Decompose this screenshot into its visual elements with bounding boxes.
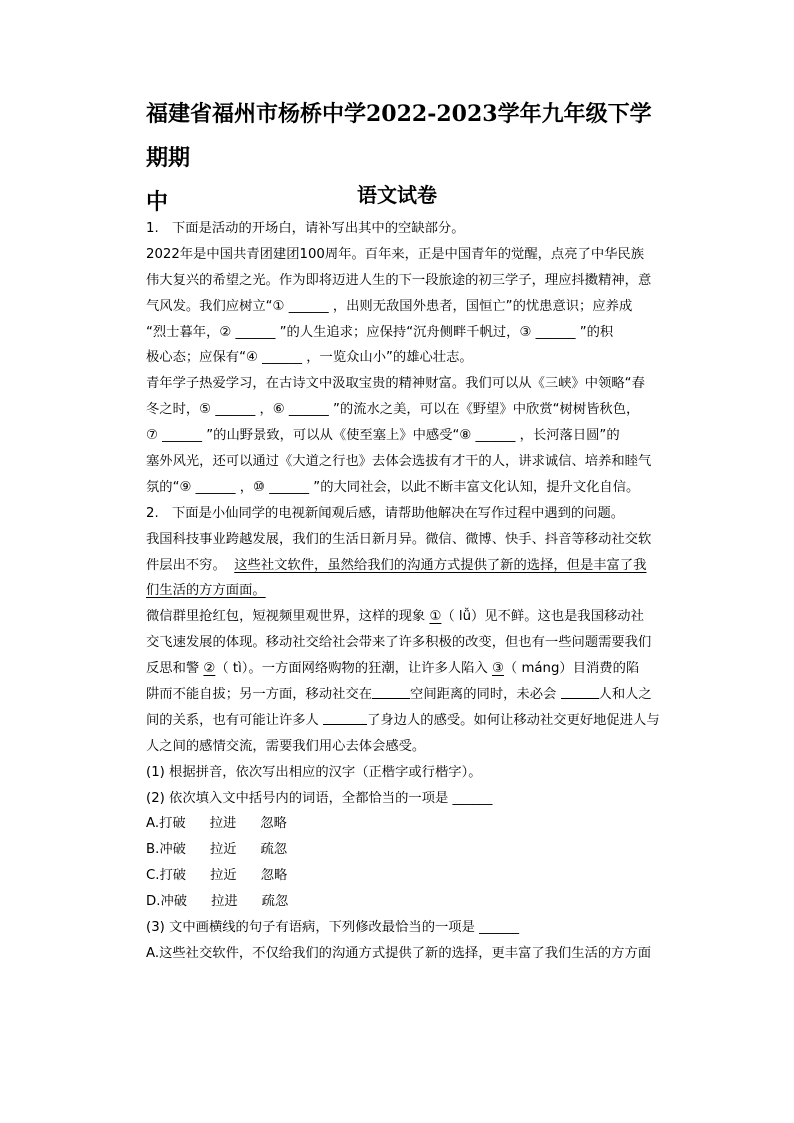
text-line <box>146 578 676 604</box>
text-line: 氛的“⑨ ______ ，⑩ ______ ”的大同社会，以此不断丰富文化认知，提升文化自信。 <box>146 479 640 495</box>
option-word: 疏忽 <box>260 842 288 858</box>
text-line: 2022年是中国共青团建团100周年。百年来，正是中国青年的觉醒，点亮了中华民族 <box>146 246 645 262</box>
text-span: （ tì）。一方面网络购物的狂潮，让许多人陷入 <box>215 661 492 677</box>
text-span: 反思和警 <box>146 661 204 677</box>
blank-marker-3: ③ <box>492 661 504 677</box>
text-line: ⑦ ______ ”的山野景致，可以从《使至塞上》中感受“⑧ ______ ，长河落日圆”的 <box>146 428 620 444</box>
blank-marker-2: ② <box>203 661 216 677</box>
option-word: 拉近 <box>210 868 237 884</box>
text-line: 青年学子热爱学习，在古诗文中汲取宝贵的精神财富。我们可以从《三峡》中领略“春 <box>146 376 645 392</box>
text-line: 气风发。我们应树立“① ______ ，出则无敌国外患者，国恒亡”的忧患意识；应养成 <box>146 298 633 314</box>
text-span: （ máng）目消费的陷 <box>503 661 640 677</box>
option-b[interactable] <box>146 837 676 863</box>
fill-blank[interactable] <box>323 710 367 725</box>
text-line <box>146 708 676 734</box>
question-1-prompt: 1. 下面是活动的开场白，请补写出其中的空缺部分。 <box>146 221 465 236</box>
sub-question-2: (2) 依次填入文中括号内的词语，全都恰当的一项是 ______ <box>146 790 493 806</box>
text-span: 微信群里抢红包，短视频里观世界，这样的现象 <box>146 609 430 625</box>
text-line: 我国科技事业跨越发展，我们的生活日新月异。微信、微博、快手、抖音等移动社交软 <box>146 531 652 547</box>
text-span: 阱而不能自拔；另一方面，移动社交在 <box>146 687 373 703</box>
sub-question-1: (1) 根据拼音，依次写出相应的汉字（正楷字或行楷字）。 <box>146 764 482 780</box>
option-d[interactable] <box>146 889 676 915</box>
text-span: 间的关系，也有可能让许多人 <box>146 712 324 728</box>
option-word: 拉进 <box>211 894 238 910</box>
text-line: 冬之时，⑤ ______ ，⑥ ______ ”的流水之美，可以在《野望》中欣赏“树树皆秋色， <box>146 402 640 418</box>
title-line-1: 福建省福州市杨桥中学2022-2023学年九年级下学期期 <box>146 101 652 171</box>
question-2-prompt: 2. 下面是小仙同学的电视新闻观后感，请帮助他解决在写作过程中遇到的问题。 <box>146 505 625 521</box>
fill-blank[interactable] <box>372 684 410 699</box>
option-c[interactable] <box>146 863 676 889</box>
option-word: 拉进 <box>209 816 237 832</box>
text-span: 件层出不穷。 <box>146 557 226 573</box>
fill-blank[interactable] <box>561 684 599 699</box>
sub-question-3: (3) 文中画横线的句子有语病，下列修改最恰当的一项是 ______ <box>146 920 520 936</box>
title-line-2: 中 <box>146 189 169 215</box>
option-word: 忽略 <box>260 816 287 832</box>
text-span: 了身边人的感受。如何让移动社交更好地促进人与 <box>367 712 660 728</box>
blank-marker-1: ① <box>429 609 442 625</box>
text-span: 空间距离的同时，未必会 <box>410 687 561 703</box>
text-span: 人和人之 <box>598 687 652 703</box>
text-line: 极心态；应保有“④ ______ ，一览众山小”的雄心壮志。 <box>146 350 473 366</box>
option-a-sentence[interactable]: A.这些社交软件，不仅给我们的沟通方式提供了新的选择，更丰富了我们生活的方方面 <box>146 945 652 961</box>
option-word: D.冲破 <box>146 894 188 910</box>
text-line <box>146 553 676 579</box>
text-line: 人之间的感情交流，需要我们用心去体会感受。 <box>146 738 426 754</box>
text-line <box>146 682 676 708</box>
option-word: A.打破 <box>146 816 186 832</box>
exam-subject: 语文试卷 <box>357 183 437 207</box>
option-word: B.冲破 <box>146 842 186 858</box>
option-a[interactable] <box>146 811 676 837</box>
text-line <box>146 604 676 630</box>
underlined-sentence: 这些社文软件，虽然给我们的沟通方式提供了新的选择，但是丰富了我 <box>234 557 647 573</box>
text-line: 伟大复兴的希望之光。作为即将迈进人生的下一段旅途的初三学子，理应抖擞精神，意 <box>146 272 652 288</box>
option-word: 忽略 <box>260 868 288 884</box>
text-span: （ lǚ）见不鲜。这也是我国移动社 <box>441 609 644 625</box>
text-line: “烈士暮年，② ______ ”的人生追求；应保持“沉舟侧畔千帆过，③ ______ ”的积 <box>146 324 614 340</box>
text-line: 交飞速发展的体现。移动社交给社会带来了许多积极的改变，但也有一些问题需要我们 <box>146 635 652 651</box>
option-word: C.打破 <box>146 868 187 884</box>
option-word: 疏忽 <box>261 894 289 910</box>
option-word: 拉近 <box>209 842 237 858</box>
text-line: 塞外风光，还可以通过《大道之行也》去体会选拔有才干的人，讲求诚信、培养和睦气 <box>146 454 652 470</box>
text-line <box>146 656 676 682</box>
underlined-sentence-end: 们生活的方方面面。 <box>146 583 266 599</box>
exam-body <box>146 216 676 967</box>
